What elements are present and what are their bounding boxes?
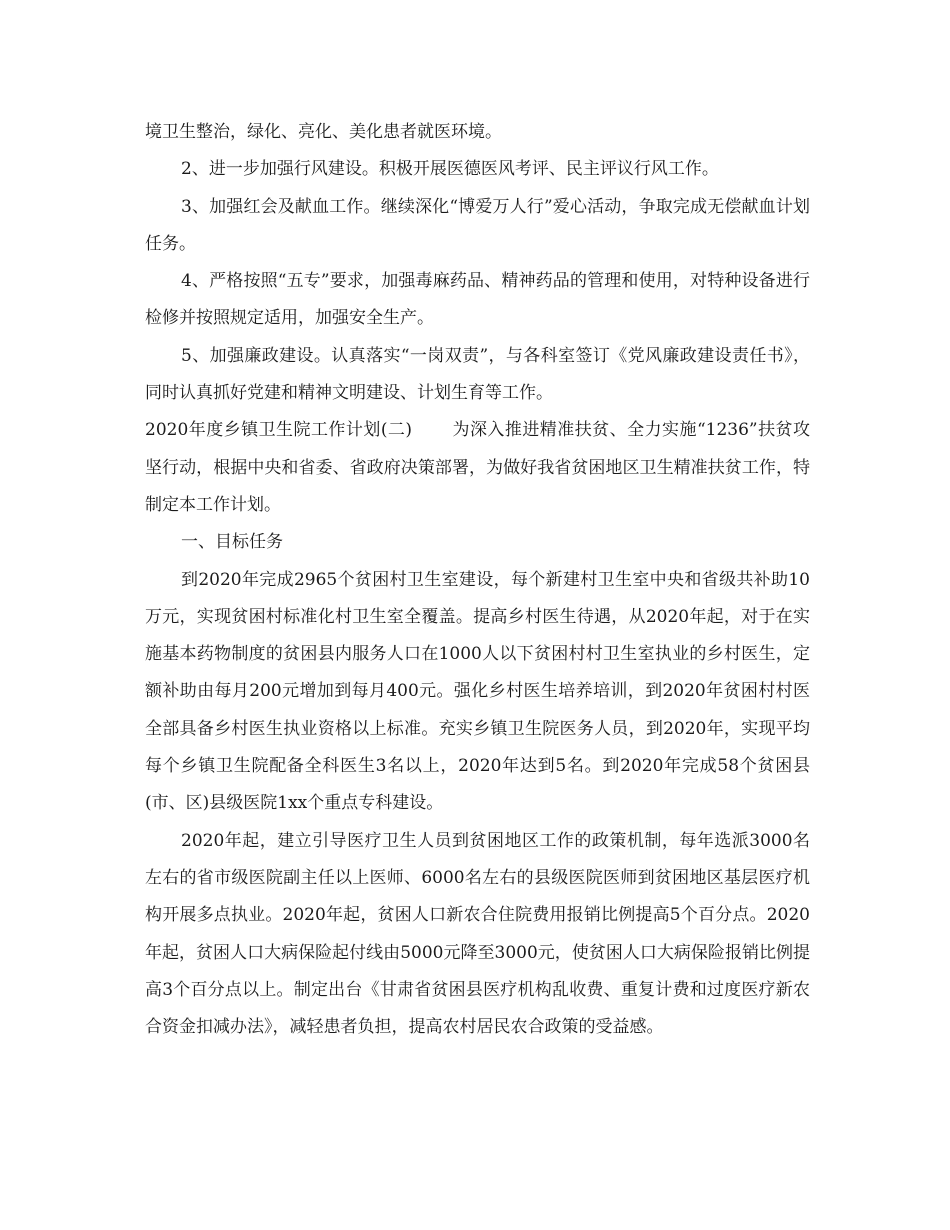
- paragraph-continued: 境卫生整治，绿化、亮化、美化患者就医环境。: [145, 122, 502, 142]
- paragraph-item-5: 5、加强廉政建设。认真落实“一岗双责”，与各科室签订《党风廉政建设责任书》，同时认真抓好党建和精神文明建设、计划生育等工作。: [145, 345, 810, 404]
- paragraph-item-2: 2、进一步加强行风建设。积极开展医德医风考评、民主评议行风工作。: [181, 159, 719, 180]
- heading-objectives: 一、目标任务: [181, 532, 283, 553]
- section-start: [145, 412, 810, 524]
- section-title: 2020年度乡镇卫生院工作计划(二): [145, 420, 413, 441]
- paragraph-objectives-a: 到2020年完成2965个贫困村卫生室建设，每个新建村卫生室中央和省级共补助10万元，实现贫困村标准化村卫生室全覆盖。提高乡村医生待遇，从2020年起，对于在实施基本药物制度的贫困县内服务人口在1000人以下贫困村村卫生室执业的乡村医生，定额补助由每月200元增加到每月400元。强化乡村医生培养培训，到2020年贫困村村医全部具备乡村医生执业资格以上标准。充实乡镇卫生院医务人员，到2020年，实现平均每个乡镇卫生院配备全科医生3名以上，2020年达到5名。到2020年完成58个贫困县(市、区)县级医院1xx个重点专科建设。: [145, 569, 810, 814]
- paragraph-item-3: 3、加强红会及献血工作。继续深化“博爱万人行”爱心活动，争取完成无偿献血计划任务。: [145, 196, 810, 254]
- paragraph-item-4: 4、严格按照“五专”要求，加强毒麻药品、精神药品的管理和使用，对特种设备进行检修并按照规定适用，加强安全生产。: [145, 271, 810, 329]
- document-page: [145, 114, 810, 1046]
- paragraph-objectives-b: 2020年起，建立引导医疗卫生人员到贫困地区工作的政策机制，每年选派3000名左右的省市级医院副主任以上医师、6000名左右的县级医院医师到贫困地区基层医疗机构开展多点执业。2020年起，贫困人口新农合住院费用报销比例提高5个百分点。2020年起，贫困人口大病保险起付线由5000元降至3000元，使贫困人口大病保险报销比例提高3个百分点以上。制定出台《甘肃省贫困县医疗机构乱收费、重复计费和过度医疗新农合资金扣减办法》，减轻患者负担，提高农村居民农合政策的受益感。: [145, 830, 810, 1038]
- section-intro: 为深入推进精准扶贫、全力实施“1236”扶贫攻坚行动，根据中央和省委、省政府决策部署，为做好我省贫困地区卫生精准扶贫工作，特制定本工作计划。: [145, 420, 810, 515]
